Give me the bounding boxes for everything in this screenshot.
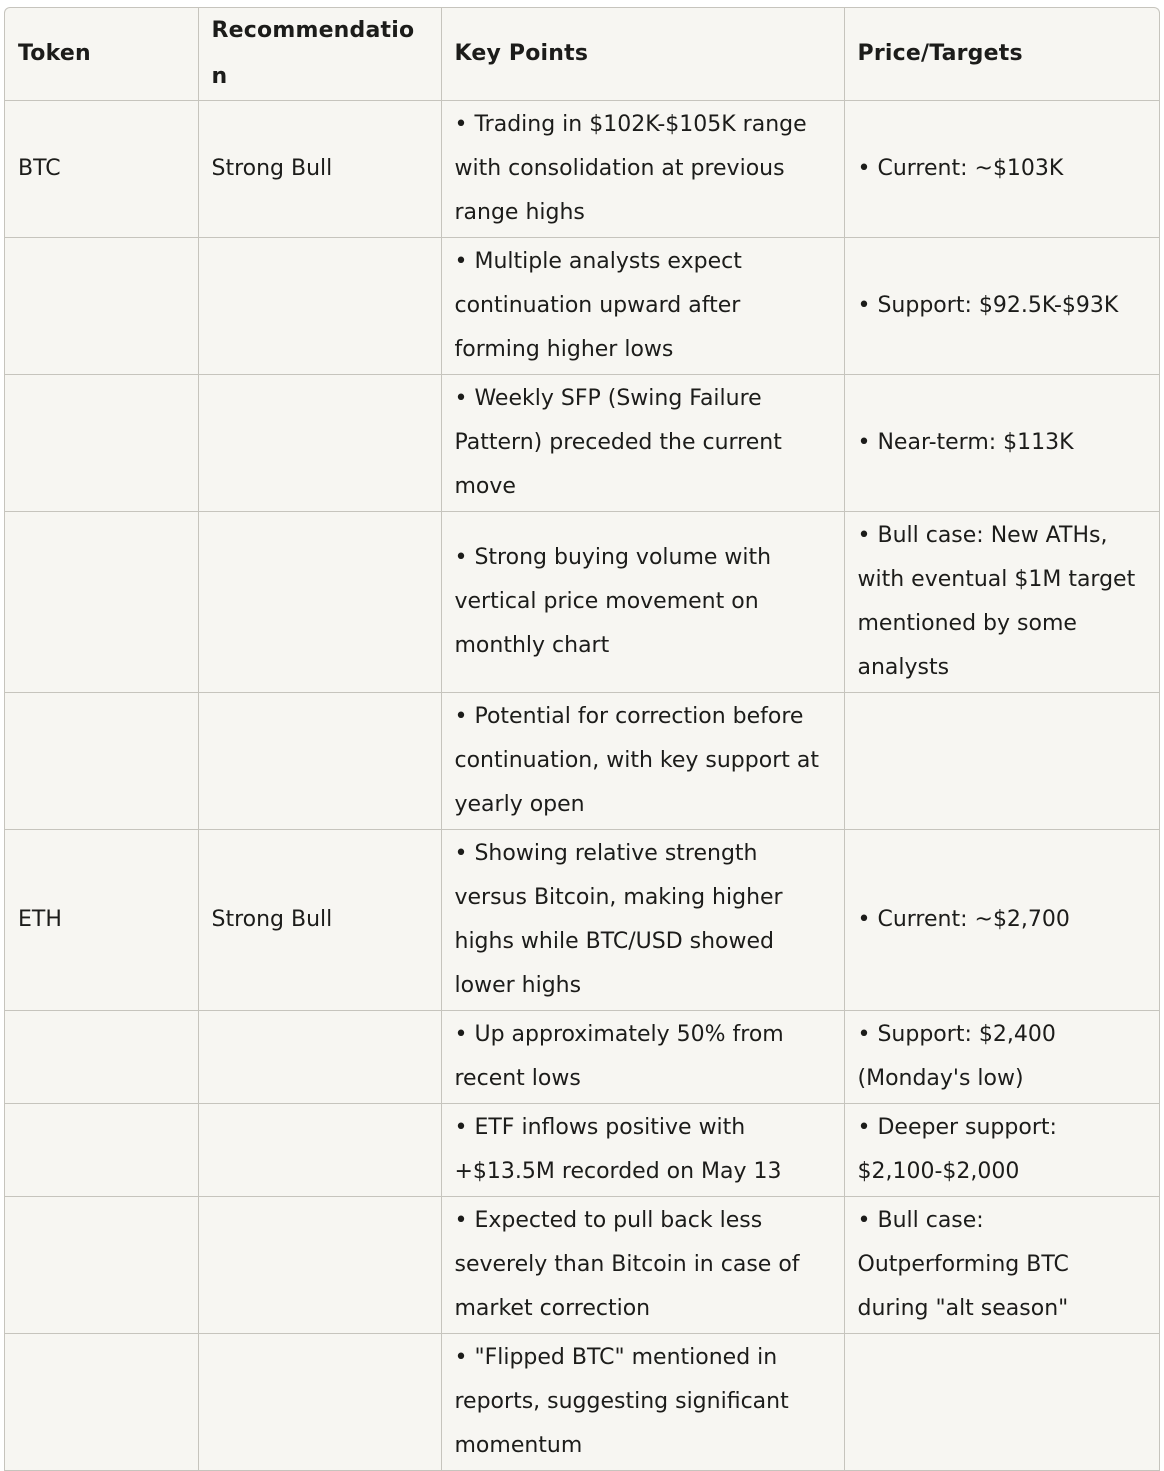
cell-recommendation bbox=[198, 238, 441, 375]
cell-price-target: • Current: ~$103K bbox=[844, 101, 1159, 238]
cell-token bbox=[5, 238, 198, 375]
cell-recommendation bbox=[198, 1104, 441, 1197]
table-row bbox=[5, 375, 1159, 512]
cell-key-point: • Potential for correction before continuation, with key support at yearly open bbox=[441, 693, 844, 830]
table-row bbox=[5, 830, 1159, 1011]
cell-key-point: • Showing relative strength versus Bitcoin, making higher highs while BTC/USD showed lower highs bbox=[441, 830, 844, 1011]
cell-price-target: • Current: ~$2,700 bbox=[844, 830, 1159, 1011]
table-row bbox=[5, 238, 1159, 375]
cell-token bbox=[5, 693, 198, 830]
cell-price-target: • Deeper support: $2,100-$2,000 bbox=[844, 1104, 1159, 1197]
table-header-row bbox=[5, 8, 1159, 101]
table-row bbox=[5, 1011, 1159, 1104]
cell-recommendation: Strong Bull bbox=[198, 101, 441, 238]
cell-recommendation bbox=[198, 1334, 441, 1471]
cell-key-point: • Expected to pull back less severely than Bitcoin in case of market correction bbox=[441, 1197, 844, 1334]
cell-recommendation bbox=[198, 1197, 441, 1334]
cell-key-point: • "Flipped BTC" mentioned in reports, suggesting significant momentum bbox=[441, 1334, 844, 1471]
cell-price-target: • Support: $2,400 (Monday's low) bbox=[844, 1011, 1159, 1104]
cell-token bbox=[5, 1334, 198, 1471]
cell-token bbox=[5, 1197, 198, 1334]
cell-recommendation: Strong Bull bbox=[198, 830, 441, 1011]
cell-recommendation bbox=[198, 375, 441, 512]
cell-price-target: • Near-term: $113K bbox=[844, 375, 1159, 512]
table-row bbox=[5, 101, 1159, 238]
cell-recommendation bbox=[198, 512, 441, 693]
cell-key-point: • Multiple analysts expect continuation upward after forming higher lows bbox=[441, 238, 844, 375]
cell-price-target bbox=[844, 1334, 1159, 1471]
cell-price-target bbox=[844, 693, 1159, 830]
header-price-targets: Price/Targets bbox=[844, 8, 1159, 101]
header-token: Token bbox=[5, 8, 198, 101]
cell-recommendation bbox=[198, 693, 441, 830]
cell-key-point: • Strong buying volume with vertical price movement on monthly chart bbox=[441, 512, 844, 693]
cell-token: BTC bbox=[5, 101, 198, 238]
cell-price-target: • Bull case: Outperforming BTC during "alt season" bbox=[844, 1197, 1159, 1334]
cell-token bbox=[5, 512, 198, 693]
table-row bbox=[5, 512, 1159, 693]
cell-price-target: • Bull case: New ATHs, with eventual $1M target mentioned by some analysts bbox=[844, 512, 1159, 693]
cell-token: ETH bbox=[5, 830, 198, 1011]
header-key-points: Key Points bbox=[441, 8, 844, 101]
table-row bbox=[5, 1334, 1159, 1471]
cell-token bbox=[5, 1011, 198, 1104]
recommendations-table-container bbox=[4, 7, 1160, 1471]
table-row bbox=[5, 693, 1159, 830]
recommendations-table bbox=[5, 8, 1159, 1471]
cell-recommendation bbox=[198, 1011, 441, 1104]
cell-key-point: • Weekly SFP (Swing Failure Pattern) preceded the current move bbox=[441, 375, 844, 512]
header-recommendation: Recommendation bbox=[198, 8, 441, 101]
cell-token bbox=[5, 1104, 198, 1197]
cell-token bbox=[5, 375, 198, 512]
cell-price-target: • Support: $92.5K-$93K bbox=[844, 238, 1159, 375]
cell-key-point: • ETF inflows positive with +$13.5M recorded on May 13 bbox=[441, 1104, 844, 1197]
cell-key-point: • Trading in $102K-$105K range with consolidation at previous range highs bbox=[441, 101, 844, 238]
table-row bbox=[5, 1104, 1159, 1197]
cell-key-point: • Up approximately 50% from recent lows bbox=[441, 1011, 844, 1104]
table-row bbox=[5, 1197, 1159, 1334]
